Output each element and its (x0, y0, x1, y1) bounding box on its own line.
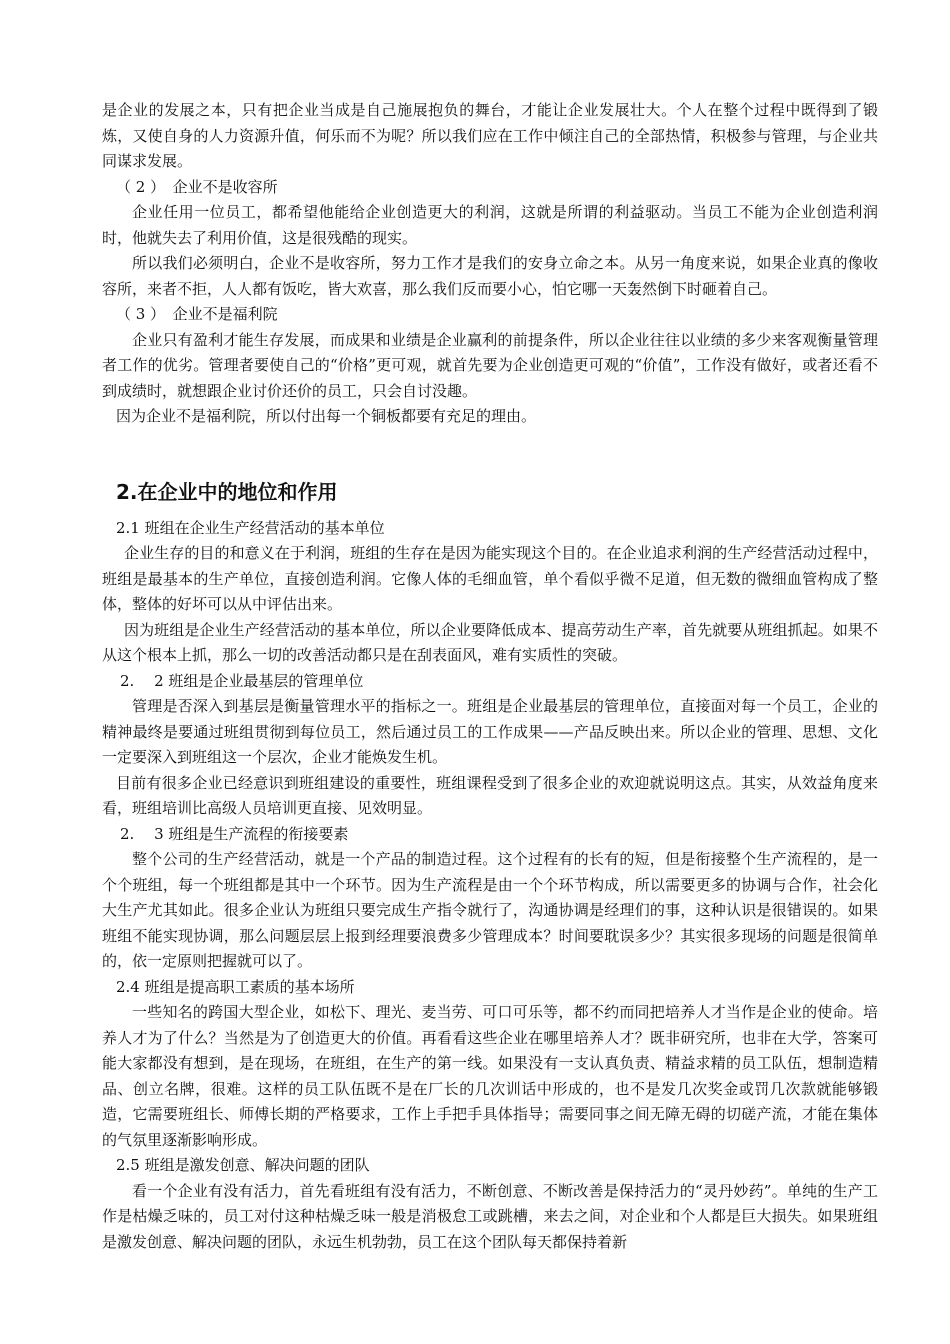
paragraph-2-5-creativity: 看一个企业有没有活力，首先看班组有没有活力，不断创意、不断改善是保持活力的“灵丹妙药”。单纯的生产工作是枯燥乏味的，员工对付这种枯燥乏味一般是消极怠工或跳槽，来去之间，对企业和个人都是巨大损失。如果班组是激发创意、解决问题的团队，永远生机勃勃，员工在这个团队每天都保持着新 (102, 1181, 878, 1251)
paragraph-2-4-talent: 一些知名的跨国大型企业，如松下、理光、麦当劳、可口可乐等，都不约而同把培养人才当作是企业的使命。培养人才为了什么？当然是为了创造更大的价值。再看看这些企业在哪里培养人才？既非研究所，也非在大学，答案可能大家都没有想到，是在现场，在班组，在生产的第一线。如果没有一支认真负责、精益求精的员工队伍，想制造精品、创立名牌，很难。这样的员工队伍既不是在厂长的几次训话中形成的，也不是发几次奖金或罚几次款就能够锻造，它需要班组长、师傅长期的严格要求，工作上手把手具体指导；需要同事之间无障无碍的切磋产流，才能在集体的气氛里逐渐影响形成。 (102, 1003, 878, 1149)
paragraph-2-1-basic-unit: 因为班组是企业生产经营活动的基本单位，所以企业要降低成本、提高劳动生产率，首先就要从班组抓起。如果不从这个根本上抓，那么一切的改善活动都只是在刮表面风，难有实质性的突破。 (102, 620, 878, 664)
paragraph-not-welfare-house: 因为企业不是福利院，所以付出每一个铜板都要有充足的理由。 (116, 407, 537, 425)
paragraph-2-2-training: 目前有很多企业已经意识到班组建设的重要性，班组课程受到了很多企业的欢迎就说明这点。其实，从效益角度来看，班组培训比高级人员培训更直接、见效明显。 (102, 773, 878, 817)
paragraph-not-shelter: 所以我们必须明白，企业不是收容所，努力工作才是我们的安身立命之本。从另一角度来说，如果企业真的像收容所，来者不拒，人人都有饭吃，皆大欢喜，那么我们反而要小心，怕它哪一天轰然倒下时砸着自己。 (102, 254, 878, 298)
paragraph-2-1-profit: 企业生存的目的和意义在于利润，班组的生存在是因为能实现这个目的。在企业追求利润的生产经营活动过程中，班组是最基本的生产单位，直接创造利润。它像人体的毛细血管，单个看似乎微不足道，但无数的微细血管构成了整体，整体的好坏可以从中评估出来。 (102, 544, 878, 613)
subheading-2-2: 2. 2 班组是企业最基层的管理单位 (120, 671, 364, 690)
section-heading: 2.在企业中的地位和作用 (116, 479, 338, 504)
subheading-2-3: 2. 3 班组是生产流程的衔接要素 (120, 824, 349, 843)
paragraph-2-2-management: 管理是否深入到基层是衡量管理水平的指标之一。班组是企业最基层的管理单位，直接面对每一个员工，企业的精神最终是要通过班组贯彻到每位员工，然后通过员工的工作成果——产品反映出来。所以企业的管理、思想、文化一定要深入到班组这一个层次，企业才能焕发生机。 (102, 697, 878, 766)
subheading-not-welfare-house: （ 3 ） 企业不是福利院 (116, 305, 278, 323)
subheading-2-5: 2.5 班组是激发创意、解决问题的团队 (116, 1156, 370, 1174)
subheading-not-shelter: （ 2 ） 企业不是收容所 (116, 177, 278, 196)
paragraph-enterprise-development: 是企业的发展之本，只有把企业当成是自己施展抱负的舞台，才能让企业发展壮大。个人在整个过程中既得到了锻炼，又使自身的人力资源升值，何乐而不为呢？所以我们应在工作中倾注自己的全部热情，积极参与管理，与企业共同谋求发展。 (102, 101, 878, 170)
subheading-2-4: 2.4 班组是提高职工素质的基本场所 (116, 977, 355, 996)
paragraph-performance: 企业只有盈利才能生存发展，而成果和业绩是企业赢利的前提条件，所以企业往往以业绩的多少来客观衡量管理者工作的优劣。管理者要使自己的“价格”更可观，就首先要为企业创造更可观的“价值”，工作没有做好，或者还看不到成绩时，就想跟企业讨价还价的员工，只会自讨没趣。 (102, 330, 878, 400)
subheading-2-1: 2.1 班组在企业生产经营活动的基本单位 (116, 518, 385, 537)
paragraph-2-3-process: 整个公司的生产经营活动，就是一个产品的制造过程。这个过程有的长有的短，但是衔接整个生产流程的，是一个个班组，每一个班组都是其中一个环节。因为生产流程是由一个个环节构成，所以需要更多的协调与合作，社会化大生产尤其如此。很多企业认为班组只要完成生产指令就行了，沟通协调是经理们的事，这种认识是很错误的。如果班组不能实现协调，那么问题层层上报到经理要浪费多少管理成本？时间要耽误多少？其实很多现场的问题是很简单的，依一定原则把握就可以了。 (102, 850, 878, 970)
document-body (102, 98, 878, 1255)
paragraph-profit-driven: 企业任用一位员工，都希望他能给企业创造更大的利润，这就是所谓的利益驱动。当员工不能为企业创造利润时，他就失去了利用价值，这是很残酷的现实。 (102, 203, 878, 247)
